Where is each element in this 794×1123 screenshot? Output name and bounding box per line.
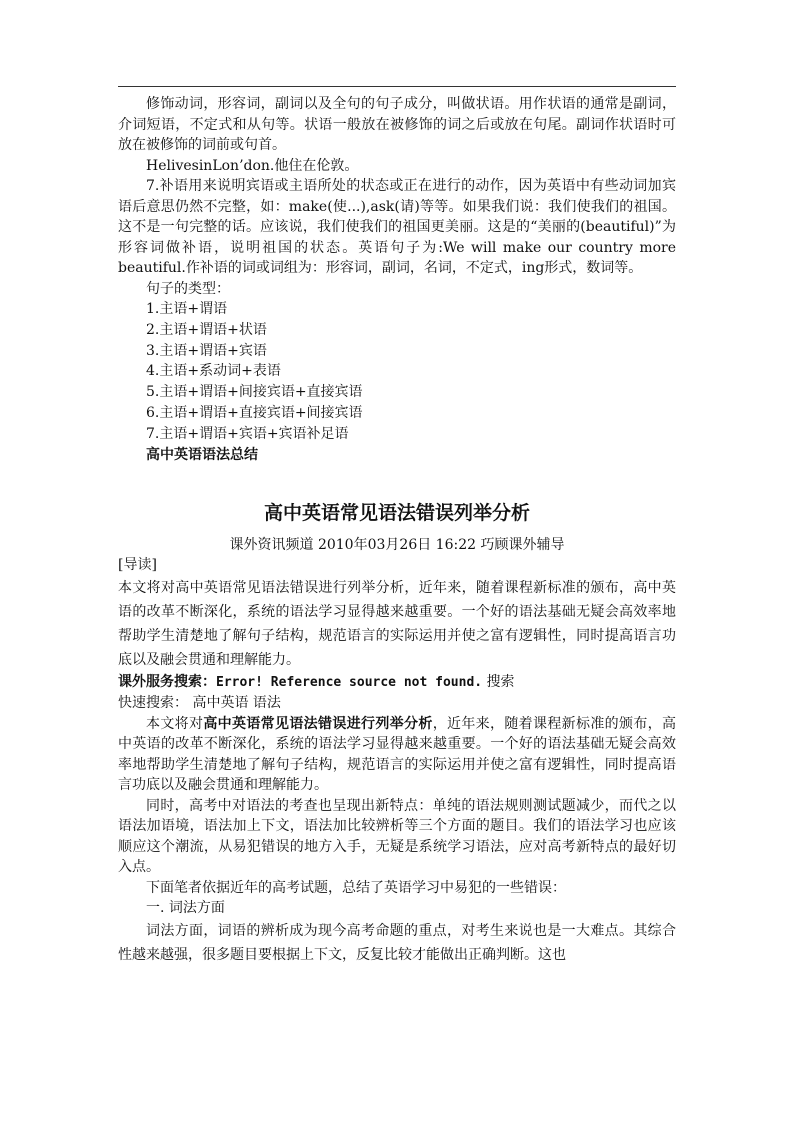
sentence-type-item: 7.主语+谓语+宾语+宾语补足语 <box>146 425 349 442</box>
grammar-summary-heading: 高中英语语法总结 <box>146 446 258 463</box>
guide-text: 本文将对高中英语常见语法错误进行列举分析，近年来，随着课程新标准的颁布，高中英语的改革不断深化，系统的语法学习显得越来越重要。一个好的语法基础无疑会高效率地帮助学生清楚地了解句子结构，规范语言的实际运用并使之富有逻辑性，同时提高语言功底以及融会贯通和理解能力。 <box>118 579 676 668</box>
sentence-type-item: 1.主语+谓语 <box>146 301 228 317</box>
body1-bold: 高中英语常见语法错误进行列举分析 <box>203 715 433 732</box>
guide-label: [导读] <box>118 557 157 574</box>
reference-error-text: Error! Reference source not found. <box>216 674 483 690</box>
body1-suffix: ，近年来，随着课程新标准的颁布，高中英语的改革不断深化，系统的语法学习显得越来越重要。一个好的语法基础无疑会高效率地帮助学生清楚地了解句子结构，规范语言的实际运用并使之富有逻辑性，同时提高语言功底以及融会贯通和理解能力。 <box>118 715 677 794</box>
search-link[interactable]: 搜索 <box>482 673 515 690</box>
sentence-type-item: 6.主语+谓语+直接宾语+间接宾语 <box>146 404 363 421</box>
lexis-section-heading: 一. 词法方面 <box>146 900 225 917</box>
article-byline: 课外资讯频道 2010年03月26日 16:22 巧顾课外辅导 <box>229 537 565 554</box>
sentence-type-item: 4.主语+系动词+表语 <box>146 363 281 380</box>
body1-prefix: 本文将对 <box>146 715 204 732</box>
article-body-paragraph-1 <box>118 714 676 796</box>
service-search-line <box>118 672 676 694</box>
article-title: 高中英语常见语法错误列举分析 <box>263 502 530 525</box>
sentence-type-item: 5.主语+谓语+间接宾语+直接宾语 <box>146 384 363 401</box>
article-body-paragraph-2: 同时，高考中对语法的考查也呈现出新特点：单纯的语法规则测试题减少，而代之以语法加语境，语法加上下文，语法加比较辨析等三个方面的题目。我们的语法学习也应该顺应这个潮流，从易犯错误的地方入手，无疑是系统学习语法，应对高考新特点的最好切入点。 <box>118 797 676 876</box>
adverbial-paragraph: 修饰动词，形容词，副词以及全句的句子成分，叫做状语。用作状语的通常是副词，介词短语，不定式和从句等。状语一般放在被修饰的词之后或放在句尾。副词作状语时可放在被修饰的词前或句首。 <box>118 96 676 153</box>
sentence-types-heading: 句子的类型： <box>146 280 230 297</box>
complement-paragraph: 7.补语用来说明宾语或主语所处的状态或正在进行的动作，因为英语中有些动词加宾语后意思仍然不完整，如：make(使...),ask(请)等等。如果我们说：我们使我们的祖国。这不是一句完整的话。应该说，我们使我们的祖国更美丽。这是的“美丽的(beautiful)”为形容词做补语，说明祖国的状态。英语句子为:We will make our country more beautiful.作补语的词或词组为：形容词，副词，名词，不定式，ing形式，数词等。 <box>118 178 676 276</box>
example-sentence: HelivesinLon’don.他住在伦敦。 <box>146 157 359 174</box>
article-body-paragraph-4: 词法方面，词语的辨析成为现今高考命题的重点，对考生来说也是一大难点。其综合性越来越强，很多题目要根据上下文，反复比较才能做出正确判断。这也 <box>118 922 676 963</box>
sentence-type-item: 2.主语+谓语+状语 <box>146 321 267 338</box>
sentence-type-item: 3.主语+谓语+宾语 <box>146 342 267 359</box>
article-body-paragraph-3: 下面笔者依据近年的高考试题，总结了英语学习中易犯的一些错误： <box>146 879 566 896</box>
quick-search-line: 快速搜索： 高中英语 语法 <box>118 695 281 712</box>
service-search-label: 课外服务搜索： <box>118 673 216 690</box>
document-page <box>118 0 676 967</box>
